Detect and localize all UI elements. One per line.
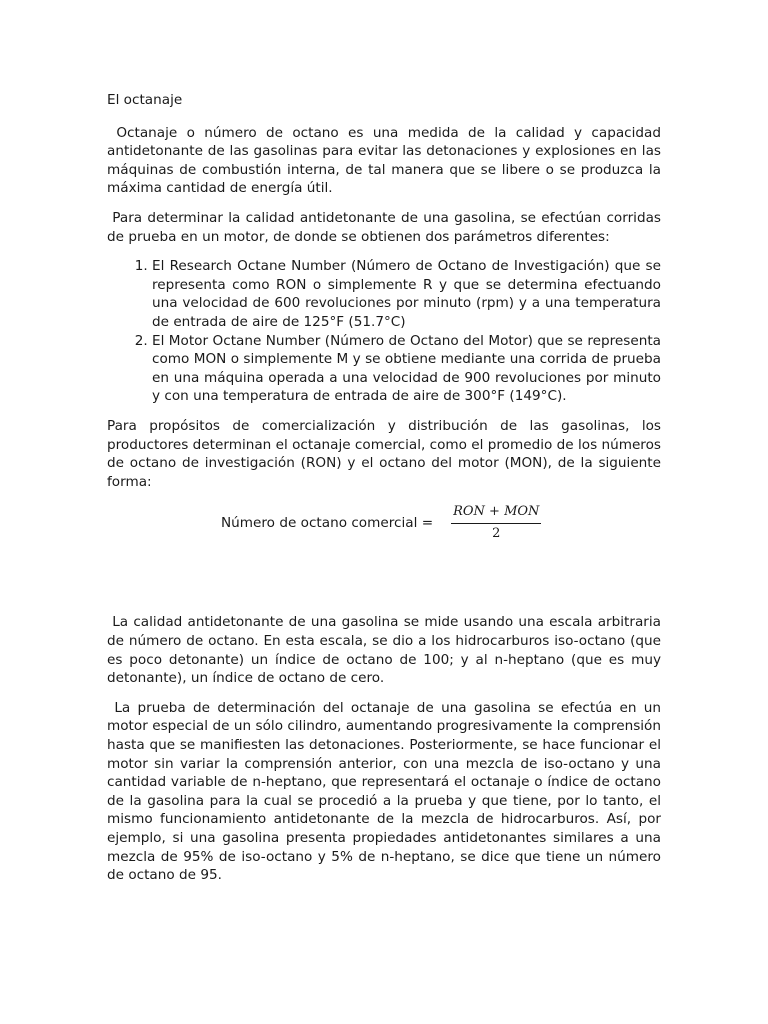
formula-denominator: 2 [492,525,501,541]
paragraph-commercial-octane: Para propósitos de comercialización y distribución de las gasolinas, los productores determinan el octanaje comercial, como el promedio de los números de octano de investigación (RON) y el octano del motor (MON), de la siguiente forma: [107,417,661,490]
paragraph-octane-scale: La calidad antidetonante de una gasolina se mide usando una escala arbitraria de número de octano. En esta escala, se dio a los hidrocarburos iso-octano (que es poco detonante) un índice de octano de 100; y al n-heptano (que es muy detonante), un índice de octano de cero. [107,614,661,687]
document-title: El octanaje [107,92,183,108]
list-item-mon: 2. El Motor Octane Number (Número de Octano del Motor) que se representa como MON o simplemente M y se obtiene mediante una corrida de prueba en una máquina operada a una velocidad de 900 revoluciones por minuto y con una temperatura de entrada de aire de 300°F (149°C). [152,332,661,406]
paragraph-definition: Octanaje o número de octano es una medida de la calidad y capacidad antidetonante de las gasolinas para evitar las detonaciones y explosiones en las máquinas de combustión interna, de tal manera que se libere o se produzca la máxima cantidad de energía útil. [107,124,662,197]
document-page [107,91,661,896]
formula-fraction [451,503,541,543]
paragraph-test-intro: Para determinar la calidad antidetonante de una gasolina, se efectúan corridas de prueba en un motor, de donde se obtienen dos parámetros diferentes: [107,209,661,245]
formula-label: Número de octano comercial = [221,515,434,532]
paragraph-test-procedure: La prueba de determinación del octanaje de una gasolina se efectúa en un motor especial de un sólo cilindro, aumentando progresivamente la comprensión hasta que se manifiesten las detonaciones. Posteriormente, se hace funcionar el motor sin variar la comprensión anterior, con una mezcla de iso-octano y una cantidad variable de n-heptano, que representará el octanaje o índice de octano de la gasolina para la cual se procedió a la prueba y que tiene, por lo tanto, el mismo funcionamiento antidetonante de la mezcla de hidrocarburos. Así, por ejemplo, si una gasolina presenta propiedades antidetonantes similares a una mezcla de 95% de iso-octano y 5% de n-heptano, se dice que tiene un número de octano de 95. [107,699,661,884]
formula-numerator: RON + MON [451,503,541,524]
commercial-octane-formula [221,503,661,543]
list-item-ron: 1. El Research Octane Number (Número de Octano de Investigación) que se representa como RON o simplemente R y que se determina efectuando una velocidad de 600 revoluciones por minuto (rpm) y a una temperatura de entrada de aire de 125°F (51.7°C) [152,257,661,331]
octane-parameters-list [107,257,661,406]
